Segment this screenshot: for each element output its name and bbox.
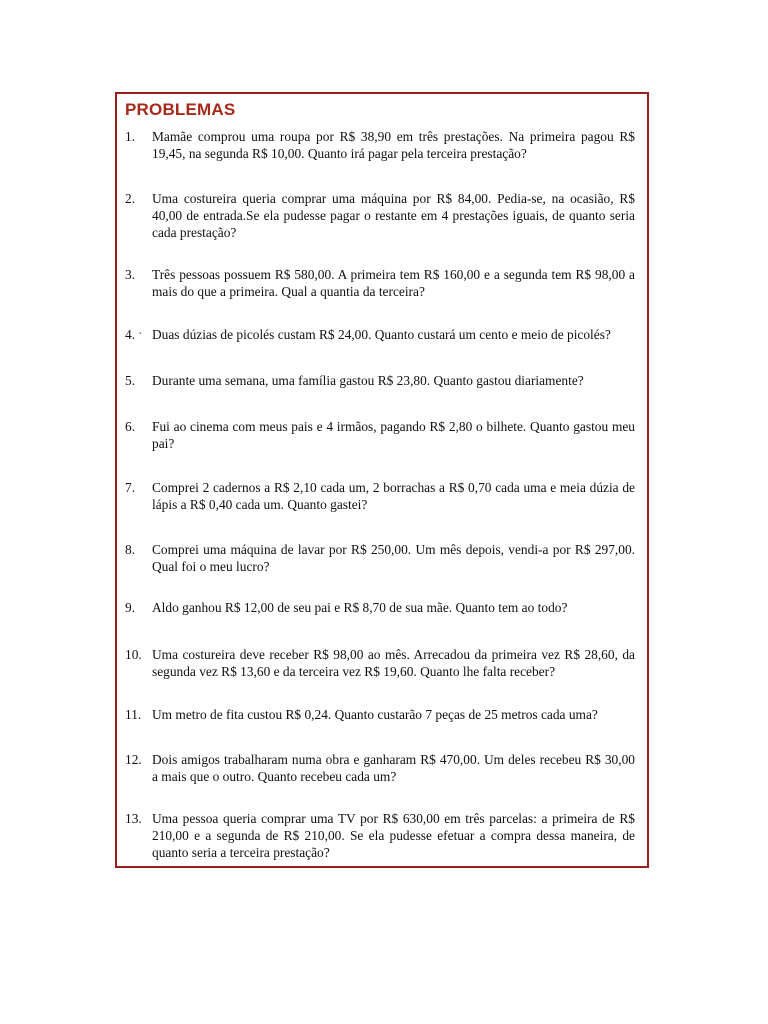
- problem-text: Dois amigos trabalharam numa obra e ganharam R$ 470,00. Um deles recebeu R$ 30,00 a mais que o outro. Quanto recebeu cada um?: [152, 752, 635, 784]
- problem-number: 1.: [125, 129, 136, 144]
- problem-text: Aldo ganhou R$ 12,00 de seu pai e R$ 8,70 de sua mãe. Quanto tem ao todo?: [152, 600, 568, 615]
- problem-number: 11.: [125, 707, 142, 722]
- problem-number: 12.: [125, 752, 142, 767]
- problem-text: Comprei uma máquina de lavar por R$ 250,00. Um mês depois, vendi-a por R$ 297,00. Qual foi o meu lucro?: [152, 542, 635, 574]
- problem-text: Comprei 2 cadernos a R$ 2,10 cada um, 2 borrachas a R$ 0,70 cada uma e meia dúzia de lápis a R$ 0,40 cada um. Quanto gastei?: [152, 480, 635, 512]
- problem-text: Mamãe comprou uma roupa por R$ 38,90 em três prestações. Na primeira pagou R$ 19,45, na segunda R$ 10,00. Quanto irá pagar pela terceira prestação?: [152, 129, 635, 161]
- problem-text: Uma costureira deve receber R$ 98,00 ao mês. Arrecadou da primeira vez R$ 28,60, da segunda vez R$ 13,60 e da terceira vez R$ 19,60. Quanto lhe falta receber?: [152, 647, 635, 679]
- problems-sheet: [115, 92, 649, 868]
- problem-text: Uma pessoa queria comprar uma TV por R$ 630,00 em três parcelas: a primeira de R$ 210,00 e a segunda de R$ 210,00. Se ela pudesse efetuar a compra dessa maneira, de quanto seria a terceira prestação?: [152, 811, 635, 860]
- problem-text: Duas dúzias de picolés custam R$ 24,00. Quanto custará um cento e meio de picolés?: [152, 327, 611, 342]
- problem-number: 5.: [125, 373, 136, 388]
- problem-number: 6.: [125, 419, 136, 434]
- sheet-title: PROBLEMAS: [125, 100, 236, 119]
- problem-number: 9.: [125, 600, 136, 615]
- problem-number: 4. ˑ: [125, 327, 143, 342]
- problem-number: 10.: [125, 647, 142, 662]
- problem-number: 8.: [125, 542, 136, 557]
- problem-text: Fui ao cinema com meus pais e 4 irmãos, pagando R$ 2,80 o bilhete. Quanto gastou meu pai?: [152, 419, 635, 451]
- problem-text: Três pessoas possuem R$ 580,00. A primeira tem R$ 160,00 e a segunda tem R$ 98,00 a mais do que a primeira. Qual a quantia da terceira?: [152, 267, 635, 299]
- problem-text: Uma costureira queria comprar uma máquina por R$ 84,00. Pedia-se, na ocasião, R$ 40,00 de entrada.Se ela pudesse pagar o restante em 4 prestações iguais, de quanto seria cada prestação?: [152, 191, 635, 240]
- problem-text: Um metro de fita custou R$ 0,24. Quanto custarão 7 peças de 25 metros cada uma?: [152, 707, 598, 722]
- problem-number: 13.: [125, 811, 142, 826]
- problem-number: 7.: [125, 480, 136, 495]
- problem-number: 3.: [125, 267, 136, 282]
- problem-number: 2.: [125, 191, 136, 206]
- problem-text: Durante uma semana, uma família gastou R$ 23,80. Quanto gastou diariamente?: [152, 373, 584, 388]
